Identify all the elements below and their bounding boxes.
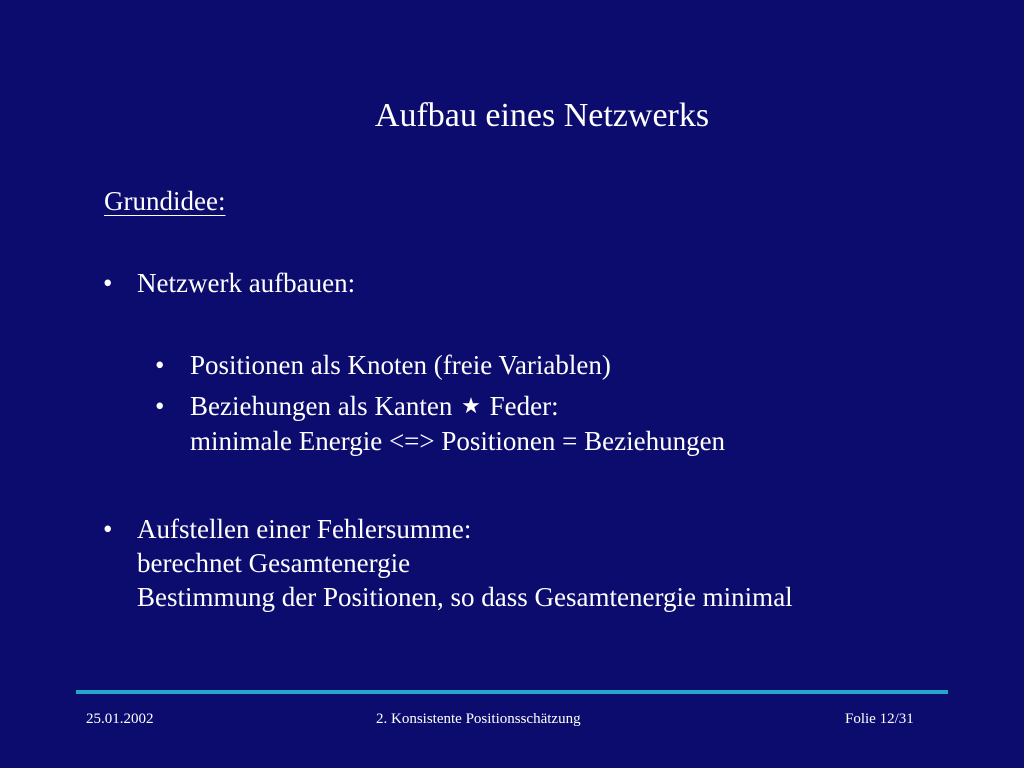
bullet-text-line2: minimale Energie <=> Positionen = Beziehungen xyxy=(190,426,726,456)
bullet-text-prefix: Beziehungen als Kanten xyxy=(190,391,453,421)
footer-page-number: Folie 12/31 xyxy=(845,711,914,727)
bullet-text: Positionen als Knoten (freie Variablen) xyxy=(190,350,611,380)
bullet-text-line3: Bestimmung der Positionen, so dass Gesamtenergie minimal xyxy=(137,582,793,612)
bullet-dot: • xyxy=(155,391,165,421)
bullet-text-block xyxy=(190,389,725,458)
bullet-text-block xyxy=(137,512,793,614)
bullet-text-line2: berechnet Gesamtenergie xyxy=(137,548,411,578)
star-icon: ★ xyxy=(461,394,481,419)
bullet-dot: • xyxy=(103,514,113,544)
bullet-text-suffix: Feder: xyxy=(489,391,559,421)
bullet-text-line1: Aufstellen einer Fehlersumme: xyxy=(137,514,472,544)
bullet-dot: • xyxy=(155,350,165,380)
bullet-dot: • xyxy=(103,268,113,298)
section-heading: Grundidee: xyxy=(104,186,226,216)
bullet-text: Netzwerk aufbauen: xyxy=(137,268,356,298)
footer-date: 25.01.2002 xyxy=(86,711,154,727)
footer-divider xyxy=(76,690,948,694)
slide-title: Aufbau eines Netzwerks xyxy=(374,97,710,134)
footer-section: 2. Konsistente Positionsschätzung xyxy=(376,711,581,727)
